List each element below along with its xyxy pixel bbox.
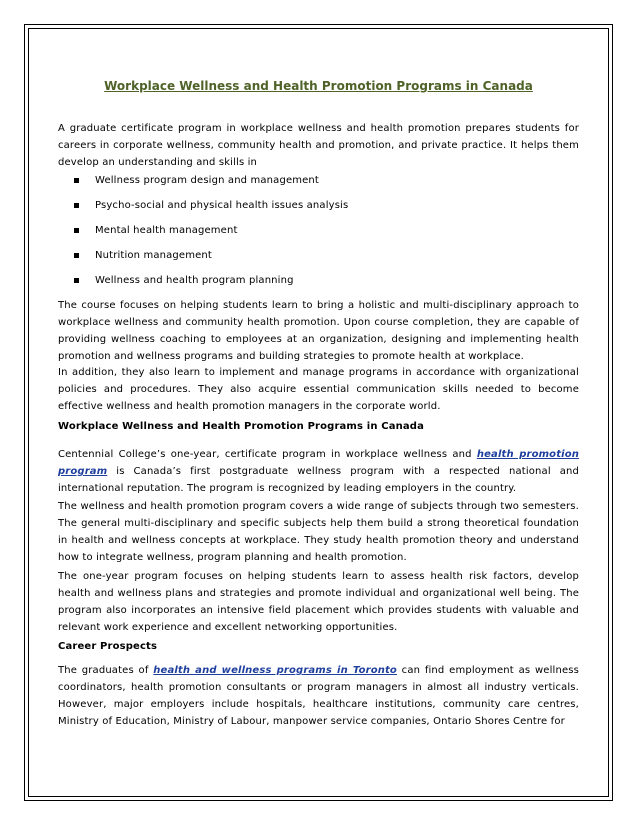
health-wellness-programs-toronto-link[interactable]: health and wellness programs in Toronto	[153, 665, 397, 676]
semesters-paragraph: The wellness and health promotion program covers a wide range of subjects through two semesters. The general multi-disciplinary and specific subjects help them build a strong theoretical foundation in health and wellness concepts at workplace. They study health promotion theory and understand how to integrate wellness, program planning and health promotion.	[58, 501, 579, 563]
health-promotion-program-link[interactable]: health promotion program	[58, 449, 579, 477]
one-year-paragraph: The one-year program focuses on helping students learn to assess health risk factors, develop health and wellness plans and strategies and promote individual and organizational well being. The program also incorporates an intensive field placement which provides students with valuable and relevant work experience and excellent networking opportunities.	[58, 571, 579, 633]
intro-paragraph: A graduate certificate program in workplace wellness and health promotion prepares students for careers in corporate wellness, community health and promotion, and private practice. It helps them develop an understanding and skills in	[58, 123, 579, 168]
bullet-square-icon	[74, 228, 79, 233]
section-heading-programs: Workplace Wellness and Health Promotion Programs in Canada	[58, 421, 424, 432]
centennial-paragraph: Centennial College’s one-year, certificate program in workplace wellness and health promotion program is Canada’s first postgraduate wellness program with a respected national and international reputation. The program is recognized by leading employers in the country.	[58, 449, 579, 494]
course-paragraph: The course focuses on helping students learn to bring a holistic and multi-disciplinary approach to workplace wellness and community health promotion. Upon course completion, they are capable of providing wellness coaching to employees at an organization, designing and implementing health promotion and wellness programs and building strategies to promote health at workplace.	[58, 300, 579, 362]
bullet-square-icon	[74, 253, 79, 258]
section-heading-career: Career Prospects	[58, 641, 158, 652]
document-title: Workplace Wellness and Health Promotion Programs in Canada	[104, 79, 533, 93]
bullet-square-icon	[74, 178, 79, 183]
bullet-square-icon	[74, 203, 79, 208]
bullet-square-icon	[74, 278, 79, 283]
career-paragraph: The graduates of health and wellness programs in Toronto can find employment as wellness coordinators, health promotion consultants or program managers in almost all industry verticals. However, major employers include hospitals, healthcare institutions, community care centres, Ministry of Education, Ministry of Labour, manpower service companies, Ontario Shores Centre for	[58, 665, 579, 727]
addition-paragraph: In addition, they also learn to implement and manage programs in accordance with organizational policies and procedures. They also acquire essential communication skills needed to become effective wellness and health promotion managers in the corporate world.	[58, 367, 579, 412]
